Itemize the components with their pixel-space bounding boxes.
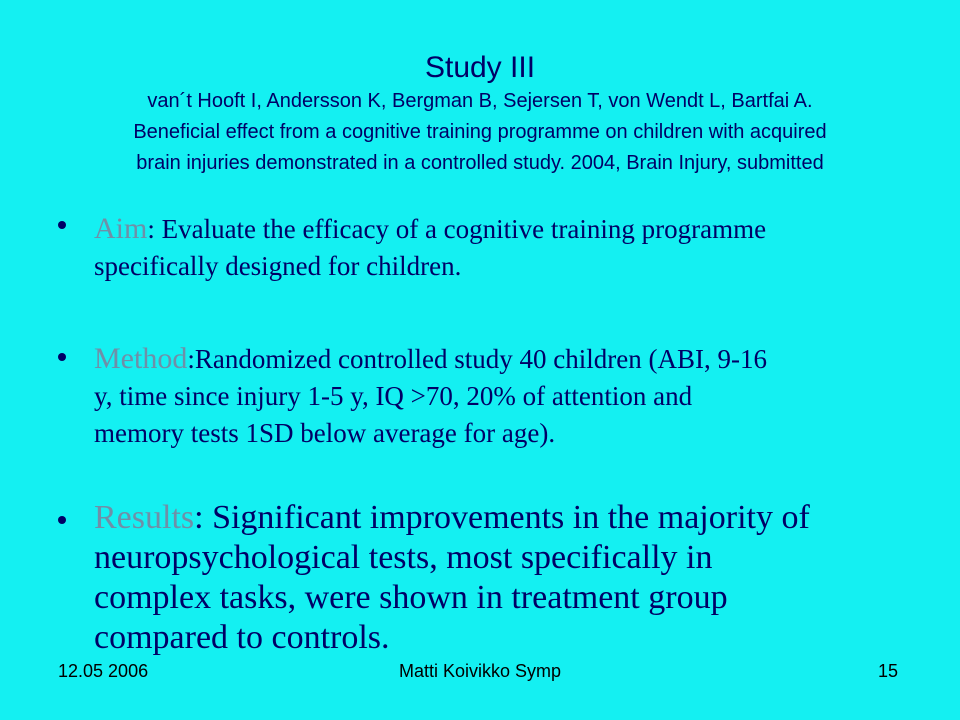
bullet-results-text bbox=[94, 498, 914, 658]
bullet-dot-icon bbox=[58, 353, 66, 361]
bullet-aim-line-2: specifically designed for children. bbox=[94, 251, 462, 281]
bullet-dot-icon bbox=[58, 516, 66, 524]
bullet-method-line-3: memory tests 1SD below average for age). bbox=[94, 418, 556, 448]
bullet-aim-line-1 bbox=[94, 210, 914, 248]
bullet-method-line-2: y, time since injury 1-5 y, IQ >70, 20% of attention and bbox=[94, 381, 693, 411]
footer-page-number: 15 bbox=[877, 661, 898, 681]
bullet-method-line-1 bbox=[94, 340, 914, 378]
bullet-results-line-2: neuropsychological tests, most specifically in bbox=[94, 539, 713, 576]
footer-date: 12.05 2006 bbox=[58, 661, 149, 681]
bullet-aim-text bbox=[94, 210, 914, 285]
bullet-method-lead: Method bbox=[94, 342, 188, 375]
bullet-results-line-3: complex tasks, were shown in treatment group bbox=[94, 579, 728, 616]
bullet-aim-line-1-text: : Evaluate the efficacy of a cognitive training programme bbox=[147, 214, 767, 244]
footer-presenter: Matti Koivikko Symp bbox=[398, 661, 562, 681]
bullet-results-line-4: compared to controls. bbox=[94, 619, 390, 656]
bullet-results-line-1 bbox=[94, 498, 914, 538]
bullet-method-text bbox=[94, 340, 914, 452]
bullet-aim-lead: Aim bbox=[94, 212, 148, 245]
slide-title: Study III bbox=[424, 51, 536, 84]
bullet-dot-icon bbox=[58, 221, 66, 229]
citation-line-2: Beneficial effect from a cognitive training programme on children with acquired bbox=[133, 121, 827, 143]
bullet-results-lead: Results bbox=[94, 499, 195, 536]
citation-line-3: brain injuries demonstrated in a controlled study. 2004, Brain Injury, submitted bbox=[136, 152, 824, 174]
bullet-method-line-1-text: :Randomized controlled study 40 children (ABI, 9-16 bbox=[187, 344, 767, 374]
citation bbox=[40, 86, 920, 179]
citation-line-1: van´t Hooft I, Andersson K, Bergman B, Sejersen T, von Wendt L, Bartfai A. bbox=[147, 90, 813, 112]
bullet-results-line-1-text: : Significant improvements in the majority of bbox=[194, 499, 810, 536]
